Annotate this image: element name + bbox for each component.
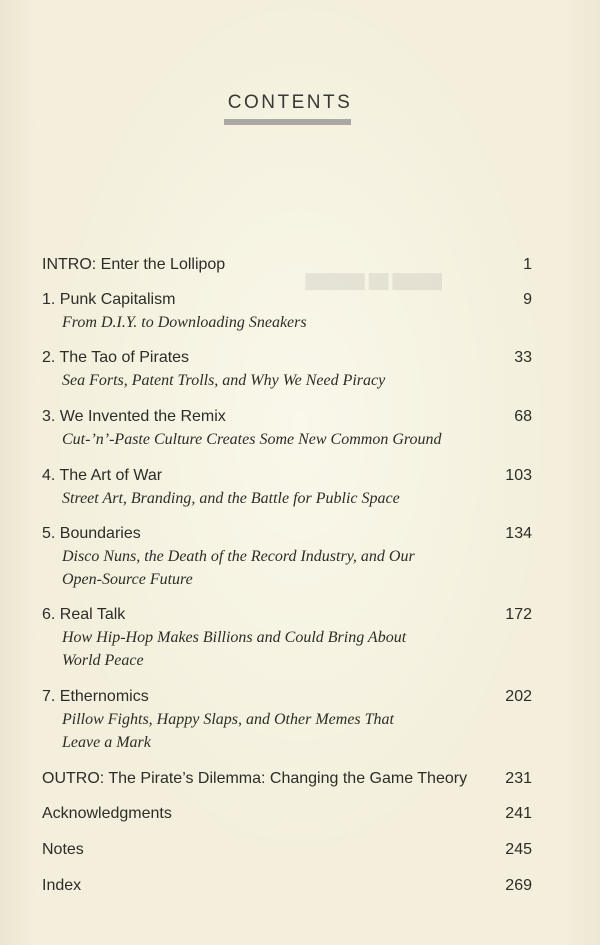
toc-entry-outro	[42, 768, 532, 790]
entry-page-number: 202	[505, 688, 532, 705]
entry-title: 6. Real Talk	[42, 606, 126, 623]
entry-subtitle	[42, 311, 492, 334]
subtitle-line: How Hip-Hop Makes Billions and Could Bring About	[62, 629, 407, 646]
entry-title: 4. The Art of War	[42, 467, 163, 484]
subtitle-line: Open-Source Future	[62, 571, 193, 588]
entry-subtitle	[42, 626, 492, 672]
entry-subtitle	[42, 369, 492, 392]
contents-heading: CONTENTS	[227, 92, 353, 113]
entry-title: 7. Ethernomics	[42, 688, 149, 705]
entry-subtitle	[42, 487, 492, 510]
entry-page-number: 33	[514, 349, 532, 366]
subtitle-line: World Peace	[62, 652, 144, 669]
entry-title: INTRO: Enter the Lollipop	[42, 256, 226, 273]
toc-entry-chapter-7	[42, 686, 532, 754]
entry-page-number: 241	[505, 805, 532, 822]
bleed-through-ghost: █████ ██ ██████	[305, 273, 442, 289]
subtitle-line: Cut-’n’-Paste Culture Creates Some New Common Ground	[62, 431, 442, 448]
entry-page-number: 9	[523, 291, 532, 308]
entry-page-number: 1	[523, 256, 532, 273]
entry-title: 3. We Invented the Remix	[42, 408, 226, 425]
entry-title: Notes	[42, 841, 84, 858]
entry-title: Index	[42, 877, 82, 894]
heading-underline	[224, 119, 351, 125]
entry-title: 5. Boundaries	[42, 525, 141, 542]
toc-entry-chapter-1	[42, 289, 532, 334]
entry-title: OUTRO: The Pirate’s Dilemma: Changing the Game Theory	[42, 770, 468, 787]
entry-title: 2. The Tao of Pirates	[42, 349, 190, 366]
entry-subtitle	[42, 545, 492, 591]
subtitle-line: Pillow Fights, Happy Slaps, and Other Memes That	[62, 711, 394, 728]
entry-page-number: 269	[505, 877, 532, 894]
subtitle-line: From D.I.Y. to Downloading Sneakers	[62, 314, 307, 331]
entry-page-number: 68	[514, 408, 532, 425]
toc-entry-acknowledgments	[42, 803, 532, 825]
toc-entry-chapter-2	[42, 347, 532, 392]
toc-entry-chapter-6	[42, 604, 532, 672]
entry-title: 1. Punk Capitalism	[42, 291, 176, 308]
subtitle-line: Sea Forts, Patent Trolls, and Why We Need Piracy	[62, 372, 386, 389]
toc-entry-index	[42, 875, 532, 897]
subtitle-line: Street Art, Branding, and the Battle for Public Space	[62, 490, 400, 507]
entry-page-number: 245	[505, 841, 532, 858]
subtitle-line: Leave a Mark	[62, 734, 151, 751]
toc-entry-notes	[42, 839, 532, 861]
entry-page-number: 172	[505, 606, 532, 623]
entry-page-number: 134	[505, 525, 532, 542]
toc-entry-intro	[42, 254, 532, 276]
toc-entry-chapter-5	[42, 523, 532, 591]
entry-page-number: 231	[505, 770, 532, 787]
entry-title: Acknowledgments	[42, 805, 172, 822]
entry-page-number: 103	[505, 467, 532, 484]
entry-subtitle	[42, 708, 492, 754]
toc-entry-chapter-4	[42, 465, 532, 510]
entry-subtitle	[42, 428, 492, 451]
subtitle-line: Disco Nuns, the Death of the Record Industry, and Our	[62, 548, 415, 565]
toc-entry-chapter-3	[42, 406, 532, 451]
